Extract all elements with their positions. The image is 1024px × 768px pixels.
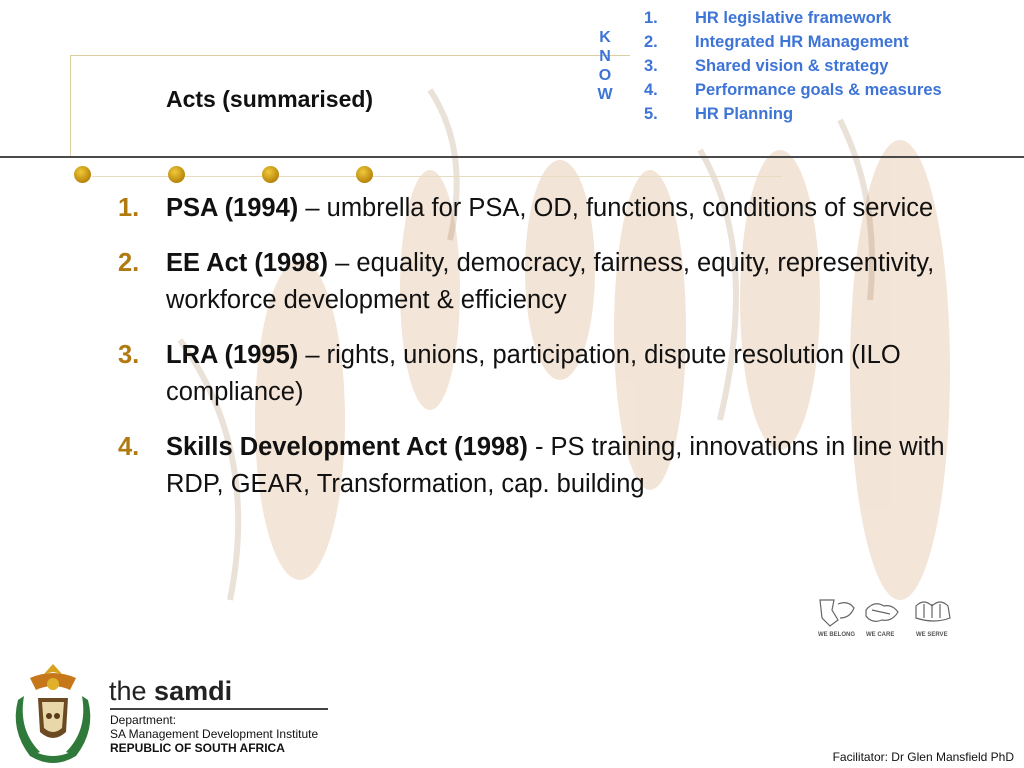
act-number: 2. [118, 249, 140, 277]
brand-rule [110, 708, 328, 710]
act-item [118, 245, 988, 319]
acts-list [118, 190, 988, 521]
act-title: LRA (1995) [166, 341, 299, 369]
outline-item[interactable] [644, 54, 942, 78]
outline-item[interactable] [644, 78, 942, 102]
department-block [110, 713, 318, 755]
act-title: Skills Development Act (1998) [166, 433, 528, 461]
outline-number: 2. [644, 33, 658, 51]
we-serve-label: WE SERVE [916, 632, 948, 638]
know-vertical-label [594, 28, 616, 104]
know-letter: O [598, 67, 612, 84]
department-name: SA Management Development Institute [110, 727, 319, 741]
outline-number: 5. [644, 105, 658, 123]
gold-dot-icon [168, 166, 185, 183]
slide-title: Acts (summarised) [166, 86, 374, 112]
gold-dot-icon [74, 166, 91, 183]
dot-rule [92, 176, 782, 177]
department-label: Department: [110, 713, 177, 727]
coat-of-arms-icon [10, 660, 96, 764]
outline-label: HR legislative framework [695, 9, 892, 27]
outline-item[interactable] [644, 102, 942, 126]
we-care-label: WE CARE [866, 632, 895, 638]
know-letter: N [599, 48, 611, 65]
facilitator-credit: Facilitator: Dr Glen Mansfield PhD [832, 750, 1014, 764]
know-letter: K [599, 29, 611, 46]
gold-dot-icon [262, 166, 279, 183]
samdi-brand [109, 676, 232, 707]
act-item [118, 429, 988, 503]
know-letter: W [597, 86, 613, 103]
brand-name: samdi [154, 676, 233, 706]
outline-label: HR Planning [695, 105, 794, 123]
outline-number: 3. [644, 57, 658, 75]
outline-item[interactable] [644, 30, 942, 54]
act-item [118, 190, 988, 227]
header-divider [0, 156, 1024, 158]
act-description: – rights, unions, participation, dispute resolution (ILO compliance) [166, 341, 901, 406]
act-item [118, 337, 988, 411]
frame-top-line [70, 55, 630, 56]
act-number: 3. [118, 341, 140, 369]
act-title: EE Act (1998) [166, 249, 329, 277]
act-description: – umbrella for PSA, OD, functions, conditions of service [298, 194, 934, 222]
we-belong-label: WE BELONG [818, 632, 855, 638]
outline-number: 1. [644, 9, 658, 27]
outline-item[interactable] [644, 6, 942, 30]
outline-label: Performance goals & measures [695, 81, 942, 99]
frame-left-line [70, 55, 71, 157]
outline-label: Shared vision & strategy [695, 57, 889, 75]
brand-prefix: the [109, 676, 155, 706]
gold-dot-icon [356, 166, 373, 183]
act-number: 4. [118, 433, 140, 461]
country-name: REPUBLIC OF SOUTH AFRICA [110, 741, 285, 755]
topic-outline [644, 6, 942, 126]
outline-label: Integrated HR Management [695, 33, 909, 51]
act-description: – equality, democracy, fairness, equity, representivity, workforce development & efficiency [166, 249, 935, 314]
act-number: 1. [118, 194, 140, 222]
act-title: PSA (1994) [166, 194, 299, 222]
outline-number: 4. [644, 81, 658, 99]
act-description: - PS training, innovations in line with RDP, GEAR, Transformation, cap. building [166, 433, 945, 498]
